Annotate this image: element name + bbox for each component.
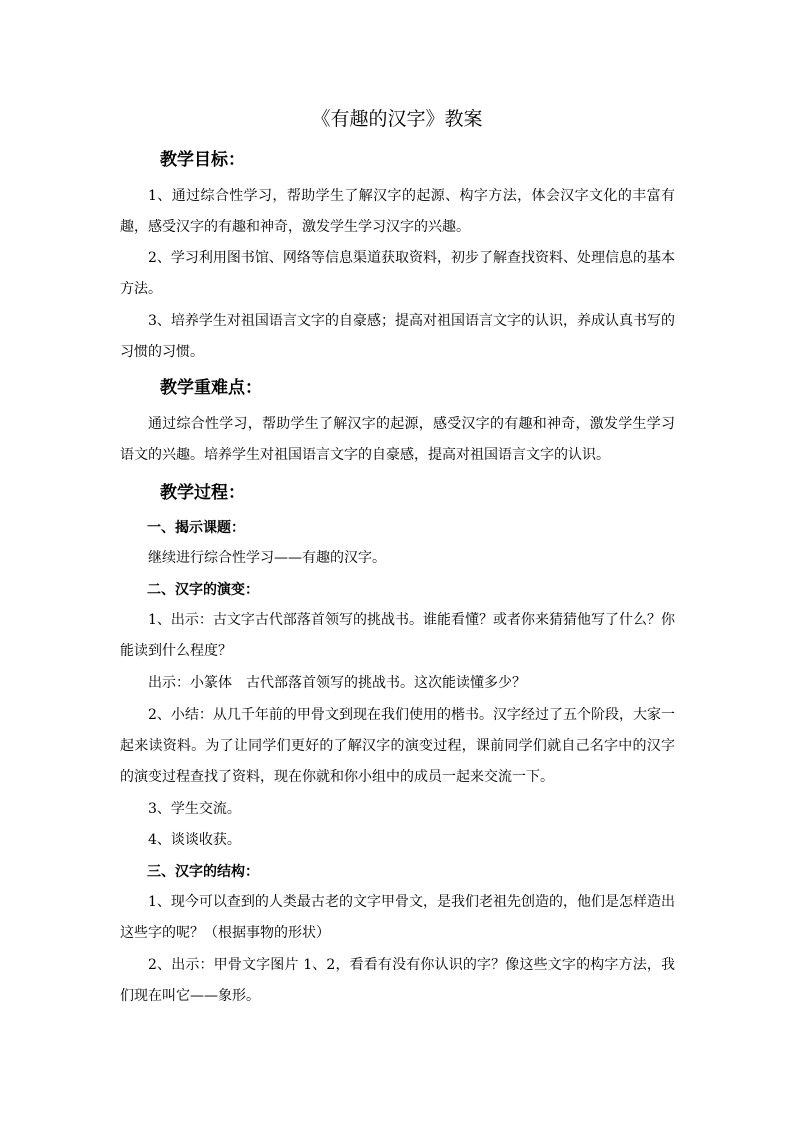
goal-item-3: 3、培养学生对祖国语言文字的自豪感；提高对祖国语言文字的认识，养成认真书写的习惯的习惯。 [120,313,675,360]
goal-item-1: 1、通过综合性学习，帮助学生了解汉字的起源、构字方法，体会汉字文化的丰富有趣，感受汉字的有趣和神奇，激发学生学习汉字的兴趣。 [120,188,675,235]
evolution-item-1: 1、出示：古文字古代部落首领写的挑战书。谁能看懂？或者你来猜猜他写了什么？你能读到什么程度？ [120,612,675,659]
evolution-item-3: 3、学生交流。 [148,801,241,817]
evolution-item-4: 4、谈谈收获。 [148,832,241,848]
key-points-text: 通过综合性学习，帮助学生了解汉字的起源，感受汉字的有趣和神奇，激发学生学习语文的兴趣。培养学生对祖国语言文字的自豪感，提高对祖国语言文字的认识。 [120,416,675,463]
document-title: 《有趣的汉字》教案 [311,108,483,130]
subheading-structure: 三、汉字的结构： [147,864,259,880]
heading-teaching-goals: 教学目标： [160,150,245,170]
structure-item-1: 1、现今可以查到的人类最古老的文字甲骨文，是我们老祖先创造的，他们是怎样造出这些字的呢？（根据事物的形状） [120,894,675,941]
subheading-evolution: 二、汉字的演变： [147,582,259,598]
heading-teaching-process: 教学过程： [160,483,245,503]
goal-item-2: 2、学习利用图书馆、网络等信息渠道获取资料，初步了解查找资料、处理信息的基本方法。 [120,250,675,297]
heading-key-points: 教学重难点： [160,378,262,398]
reveal-topic-text: 继续进行综合性学习——有趣的汉字。 [148,550,386,566]
structure-item-2: 2、出示：甲骨文字图片 1、2，看看有没有你认识的字？像这些文字的构字方法，我们现在叫它——象形。 [120,957,675,1004]
subheading-reveal-topic: 一、揭示课题： [147,520,245,536]
evolution-item-2: 2、小结：从几千年前的甲骨文到现在我们使用的楷书。汉字经过了五个阶段，大家一起来读资料。为了让同学们更好的了解汉字的演变过程，课前同学们就自己名字中的汉字的演变过程查找了资料，现在你就和你小组中的成员一起来交流一下。 [120,707,675,785]
evolution-item-show: 出示：小篆体 古代部落首领写的挑战书。这次能读懂多少？ [148,675,526,691]
